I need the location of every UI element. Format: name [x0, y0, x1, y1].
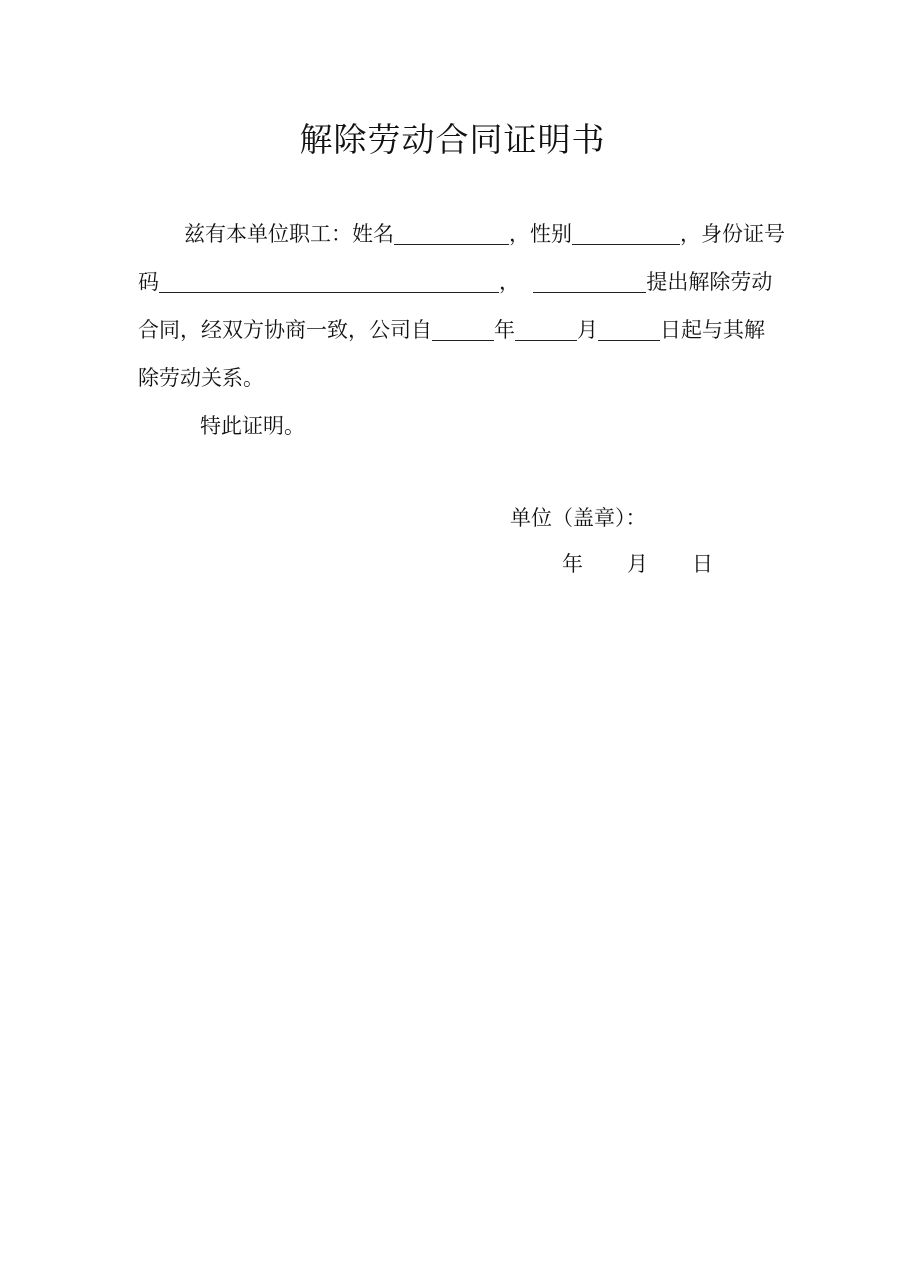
name-blank [394, 218, 509, 245]
id-number-label-end: 码 [138, 270, 159, 294]
body-line-4: 除劳动关系。 [138, 366, 264, 390]
month-blank [515, 314, 577, 341]
certification-statement: 特此证明。 [200, 414, 305, 438]
effective-date-text: 日起与其解 [660, 318, 765, 342]
year-label: 年 [494, 318, 515, 342]
gender-label: ，性别 [509, 222, 572, 246]
id-number-blank [159, 266, 499, 293]
id-number-label: ，身份证号 [680, 222, 785, 246]
signature-date [562, 546, 713, 582]
date-year: 年 [562, 552, 583, 576]
year-blank [432, 314, 494, 341]
requesting-party-blank [533, 266, 646, 293]
document-body [138, 210, 785, 450]
seal-label: 单位（盖章）： [510, 506, 647, 530]
body-line-2 [138, 258, 774, 306]
date-month: 月 [627, 552, 648, 576]
termination-request-text: 提出解除劳动 [646, 270, 773, 294]
body-line-1 [138, 210, 785, 258]
gender-blank [572, 218, 680, 245]
document-title: 解除劳动合同证明书 [299, 120, 606, 159]
employee-name-label: 兹有本单位职工：姓名 [184, 222, 394, 246]
month-label: 月 [577, 318, 598, 342]
day-blank [598, 314, 660, 341]
agreement-text: 合同，经双方协商一致，公司自 [138, 318, 432, 342]
date-day: 日 [692, 552, 713, 576]
body-line-3 [138, 306, 774, 354]
comma-separator: ， [499, 270, 520, 294]
